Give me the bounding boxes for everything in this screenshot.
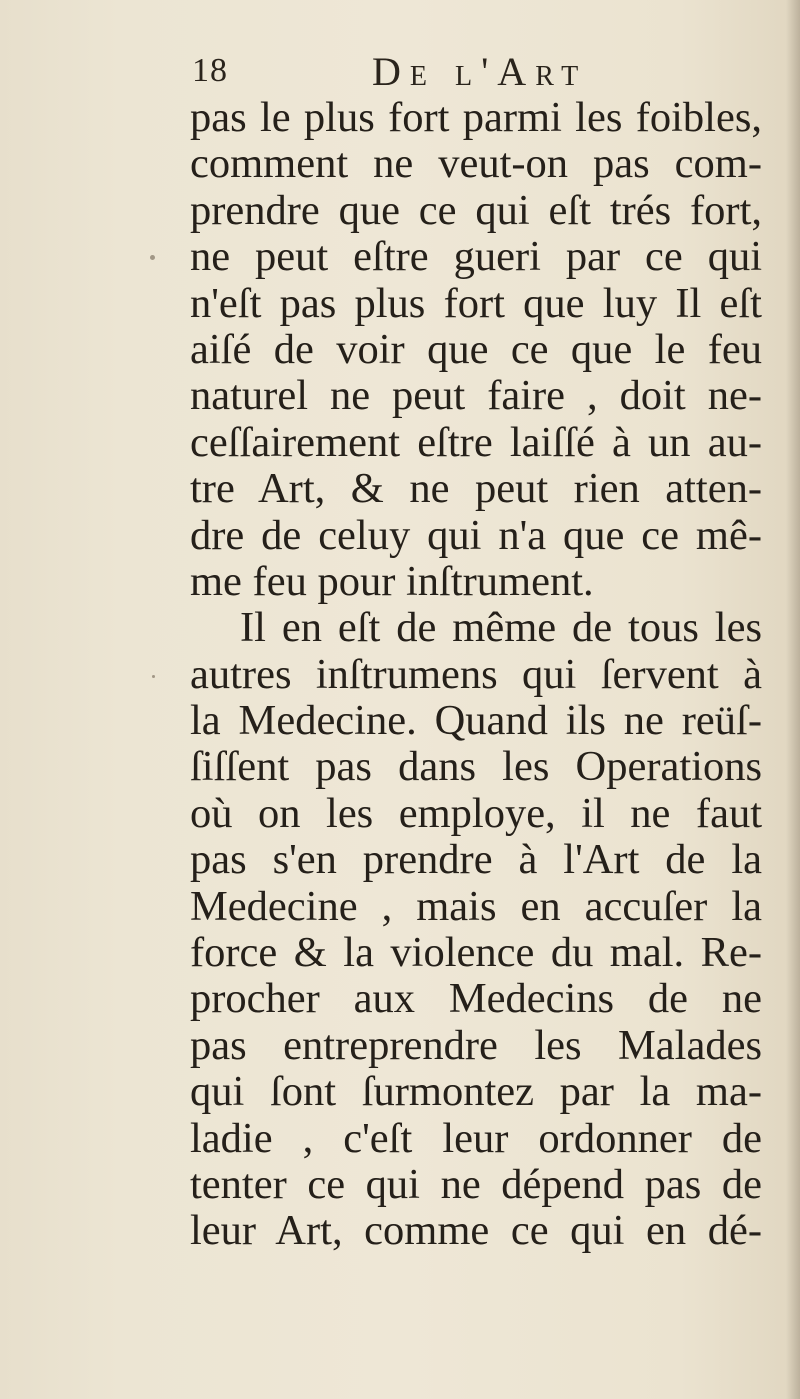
- text-line: ſiſſent pas dans les Operations: [190, 743, 762, 791]
- text-line: où on les employe, il ne faut: [190, 789, 762, 837]
- text-line: Medecine , mais en accuſer la: [190, 882, 762, 930]
- text-line: ceſſairement eſtre laiſſé à un au-: [190, 418, 762, 466]
- text-line: pas le plus fort parmi les foibles,: [190, 94, 762, 141]
- text-line: autres inſtrumens qui ſervent à: [190, 650, 762, 698]
- running-head: De l'Art: [372, 49, 588, 94]
- text-line: leur Art, comme ce qui en dé-: [190, 1207, 762, 1255]
- page-edge-shadow: [786, 0, 800, 1399]
- text-line: qui ſont ſurmontez par la ma-: [190, 1068, 762, 1116]
- text-line: n'eſt pas plus fort que luy Il eſt: [190, 279, 762, 327]
- text-line: dre de celuy qui n'a que ce mê-: [190, 511, 762, 559]
- text-line: force & la violence du mal. Re-: [190, 929, 762, 977]
- text-line: Il en eſt de même de tous les: [240, 604, 762, 652]
- text-line: pas entreprendre les Malades: [190, 1021, 762, 1069]
- text-line: procher aux Medecins de ne: [190, 975, 762, 1023]
- text-line: prendre que ce qui eſt trés fort,: [190, 186, 762, 234]
- text-line: la Medecine. Quand ils ne reüſ-: [190, 697, 762, 745]
- page-number: 18: [192, 52, 228, 89]
- text-line: tenter ce qui ne dépend pas de: [190, 1160, 762, 1208]
- text-line: me feu pour inſtrument.: [190, 557, 594, 605]
- text-line: tre Art, & ne peut rien atten-: [190, 465, 762, 513]
- text-line: pas s'en prendre à l'Art de la: [190, 836, 762, 884]
- text-line: naturel ne peut faire , doit ne-: [190, 372, 762, 420]
- body-text: [190, 95, 762, 1255]
- text-line: comment ne veut-on pas com-: [190, 140, 762, 188]
- text-line: aiſé de voir que ce que le feu: [190, 325, 762, 373]
- text-line: ladie , c'eſt leur ordonner de: [190, 1114, 762, 1162]
- text-line: ne peut eſtre gueri par ce qui: [190, 233, 762, 281]
- paper-speck: [150, 255, 155, 260]
- paper-speck: [152, 675, 155, 678]
